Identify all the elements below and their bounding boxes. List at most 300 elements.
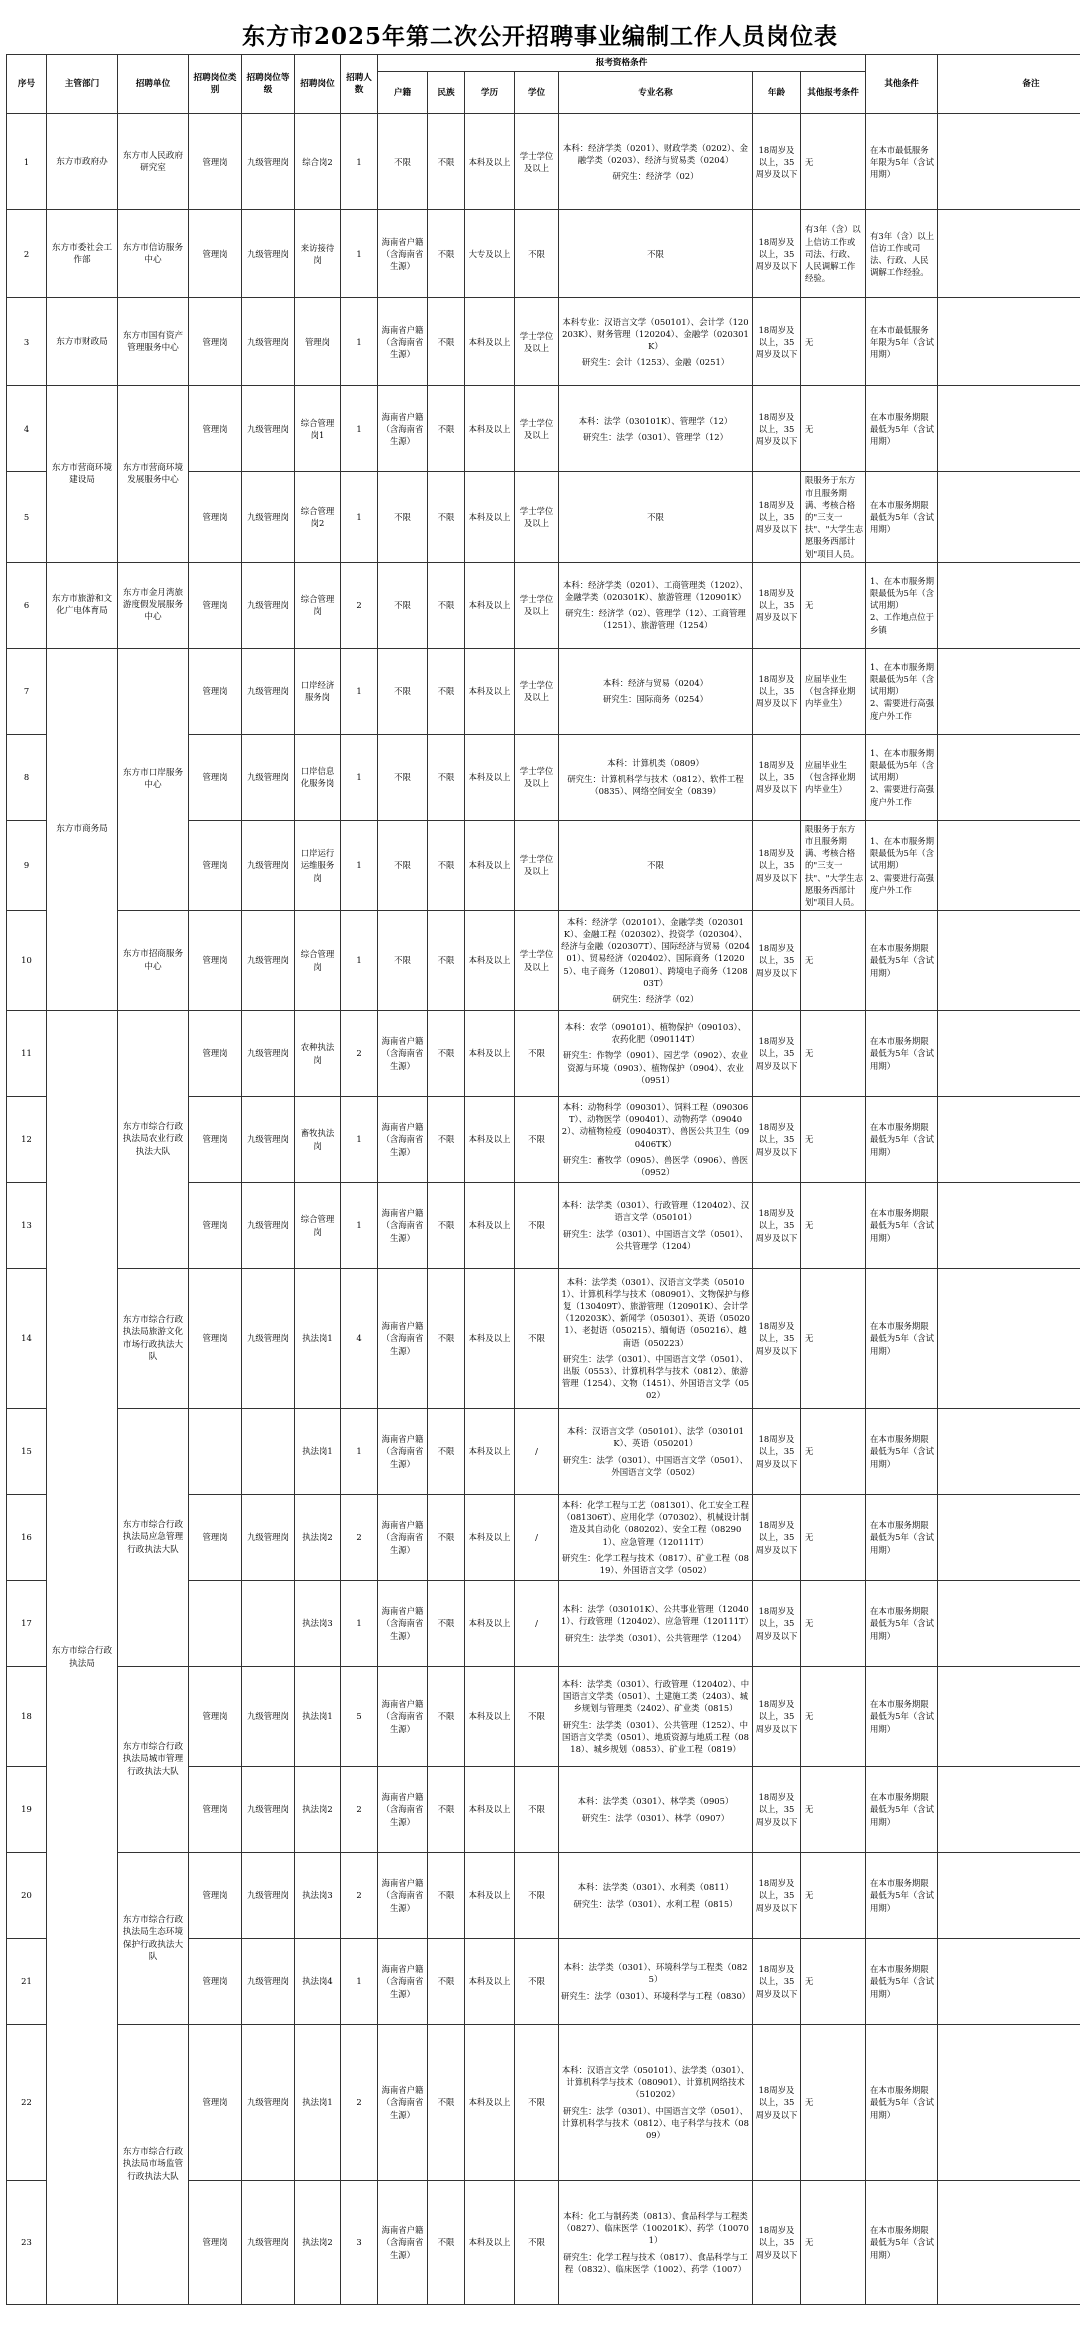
cell-dept: 东方市综合行政执法局 [47,1011,118,2305]
cell-category: 管理岗 [189,472,242,562]
other-cond-line: 1、在本市服务期限最低为5年（含试用期） [870,575,934,611]
cell-category: 管理岗 [189,1667,242,1767]
cell-seq: 7 [7,648,47,734]
cell-unit: 东方市信访服务中心 [118,210,189,298]
major-line: 研究生：化学工程与技术（0817）、矿业工程（0819）、外国语言文学（0502） [562,1552,749,1575]
cell-hukou: 不限 [378,911,428,1011]
cell-position: 执法岗1 [295,1409,341,1495]
cell-remarks [938,1011,1080,1097]
cell-degree: 不限 [515,1767,559,1853]
cell-position: 执法岗3 [295,1581,341,1667]
major-line: 不限 [647,248,664,259]
cell-age: 18周岁及以上，35周岁及以下 [753,1667,801,1767]
cell-position: 口岸经济服务岗 [295,648,341,734]
cell-other-cond [866,1939,938,2025]
cell-other-req: 无 [801,1011,866,1097]
major-line: 本科：法学类（0301）、行政管理（120402）、中国语言文学类（0501）、土建施工类（2403）、城乡规划与管理类（2402）、矿业类（0815） [561,1679,750,1714]
major-line: 研究生：经济学（02）、管理学（12）、工商管理（1251）、旅游管理（1254） [565,608,746,631]
cell-degree: 不限 [515,2025,559,2181]
table-row [7,562,1080,648]
cell-count: 1 [341,386,378,472]
cell-seq: 21 [7,1939,47,2025]
major-line: 研究生：法学（0301）、管理学（12） [582,431,729,442]
cell-remarks [938,820,1080,910]
cell-major [559,911,753,1011]
cell-other-req: 应届毕业生（包含择业期内毕业生） [801,648,866,734]
other-cond-line: 在本市服务期限最低为5年（含试用期） [870,1520,934,1555]
cell-other-req: 无 [801,2181,866,2305]
cell-remarks [938,1097,1080,1183]
major-line: 研究生：化学工程与技术（0817）、食品科学与工程（0832）、临床医学（1002）、药学（1007） [563,2251,748,2274]
cell-dept: 东方市营商环境建设局 [47,386,118,562]
cell-seq: 10 [7,911,47,1011]
cell-other-req: 无 [801,911,866,1011]
cell-ethnicity: 不限 [428,2025,465,2181]
cell-category [189,1409,242,1495]
cell-education: 本科及以上 [465,1097,515,1183]
cell-count: 1 [341,1409,378,1495]
cell-age: 18周岁及以上，35周岁及以下 [753,1409,801,1495]
cell-education: 本科及以上 [465,472,515,562]
cell-major [559,1409,753,1495]
other-cond-line: 2、工作地点位于乡镇 [870,612,934,635]
cell-other-req: 无 [801,2025,866,2181]
cell-education: 本科及以上 [465,2025,515,2181]
cell-remarks [938,2025,1080,2181]
cell-grade: 九级管理岗 [242,1011,295,1097]
cell-grade: 九级管理岗 [242,1269,295,1409]
cell-education: 本科及以上 [465,562,515,648]
cell-major [559,1097,753,1183]
cell-seq: 9 [7,820,47,910]
header-remarks: 备注 [938,55,1080,114]
cell-education: 本科及以上 [465,1409,515,1495]
cell-age: 18周岁及以上，35周岁及以下 [753,1097,801,1183]
cell-major [559,114,753,210]
cell-ethnicity: 不限 [428,820,465,910]
cell-seq: 6 [7,562,47,648]
cell-major [559,562,753,648]
cell-age: 18周岁及以上，35周岁及以下 [753,820,801,910]
major-line: 本科：法学类（0301）、水利类（0811） [577,1882,734,1893]
cell-position: 综合管理岗 [295,562,341,648]
cell-education: 本科及以上 [465,298,515,386]
cell-position: 来访接待岗 [295,210,341,298]
cell-hukou: 海南省户籍（含海南省生源） [378,1183,428,1269]
other-cond-line: 在本市最低服务年限为5年（含试用期） [870,144,934,180]
cell-grade: 九级管理岗 [242,911,295,1011]
cell-other-cond [866,1853,938,1939]
cell-position: 畜牧执法岗 [295,1097,341,1183]
cell-age: 18周岁及以上，35周岁及以下 [753,648,801,734]
table-row [7,1011,1080,1097]
cell-ethnicity: 不限 [428,1097,465,1183]
cell-category: 管理岗 [189,2025,242,2181]
major-line: 研究生：法学（0301）、中国语言文学（0501）、计算机科学与技术（0812）、电子科学与技术（0809） [562,2105,749,2140]
other-cond-line: 在本市服务期限最低为5年（含试用期） [870,1434,934,1469]
cell-education: 本科及以上 [465,1939,515,2025]
cell-count: 2 [341,1853,378,1939]
table-row [7,1853,1080,1939]
cell-seq: 5 [7,472,47,562]
cell-seq: 13 [7,1183,47,1269]
other-cond-line: 在本市服务期限最低为5年（含试用期） [870,1792,934,1827]
other-cond-line: 在本市服务期限最低为5年（含试用期） [870,1606,934,1641]
cell-ethnicity: 不限 [428,1767,465,1853]
cell-dept: 东方市财政局 [47,298,118,386]
header-category: 招聘岗位类别 [189,55,242,114]
major-line: 本科：汉语言文学（050101）、法学类（0301）、计算机科学与技术（080901）、计算机网络技术（510202） [561,2065,750,2100]
cell-count: 1 [341,1183,378,1269]
cell-seq: 20 [7,1853,47,1939]
cell-category: 管理岗 [189,1183,242,1269]
cell-age: 18周岁及以上，35周岁及以下 [753,114,801,210]
cell-education: 本科及以上 [465,1581,515,1667]
cell-education: 本科及以上 [465,648,515,734]
cell-hukou: 不限 [378,114,428,210]
cell-category: 管理岗 [189,298,242,386]
header-grade: 招聘岗位等级 [242,55,295,114]
cell-other-cond [866,1581,938,1667]
cell-position: 执法岗1 [295,1269,341,1409]
other-cond-line: 在本市服务期限最低为5年（含试用期） [870,2085,934,2120]
cell-remarks [938,1767,1080,1853]
cell-seq: 14 [7,1269,47,1409]
cell-age: 18周岁及以上，35周岁及以下 [753,734,801,820]
cell-degree: / [515,1581,559,1667]
cell-count: 1 [341,210,378,298]
cell-category: 管理岗 [189,210,242,298]
cell-seq: 1 [7,114,47,210]
cell-degree: 不限 [515,1853,559,1939]
cell-degree: 不限 [515,1939,559,2025]
other-cond-line: 2、需要进行高强度户外工作 [870,784,934,807]
cell-other-req: 无 [801,1667,866,1767]
cell-count: 1 [341,114,378,210]
major-line: 研究生：法学（0301）、中国语言文学（0501）、公共管理学（1204） [563,1228,748,1251]
major-line: 本科：法学类（0301）、行政管理（120402）、汉语言文学（050101） [561,1200,750,1223]
major-line: 本科：农学（090101）、植物保护（090103）、农药化肥（090114T） [564,1022,747,1045]
cell-count: 1 [341,1581,378,1667]
cell-unit: 东方市综合行政执法局旅游文化市场行政执法大队 [118,1269,189,1409]
other-cond-line: 在本市服务期限最低为5年（含试用期） [870,1699,934,1734]
cell-category: 管理岗 [189,820,242,910]
cell-education: 本科及以上 [465,1767,515,1853]
cell-age: 18周岁及以上，35周岁及以下 [753,1581,801,1667]
cell-remarks [938,1495,1080,1581]
cell-category: 管理岗 [189,1011,242,1097]
cell-grade: 九级管理岗 [242,1767,295,1853]
cell-other-req: 无 [801,1269,866,1409]
table-row [7,2025,1080,2181]
cell-grade: 九级管理岗 [242,1853,295,1939]
header-dept: 主管部门 [47,55,118,114]
cell-age: 18周岁及以上，35周岁及以下 [753,210,801,298]
cell-grade: 九级管理岗 [242,114,295,210]
cell-seq: 19 [7,1767,47,1853]
cell-position: 执法岗1 [295,1667,341,1767]
cell-position: 执法岗2 [295,1767,341,1853]
cell-remarks [938,648,1080,734]
cell-major [559,472,753,562]
cell-other-cond [866,648,938,734]
cell-unit: 东方市招商服务中心 [118,911,189,1011]
cell-grade: 九级管理岗 [242,2181,295,2305]
cell-other-req: 无 [801,1183,866,1269]
cell-other-cond [866,1667,938,1767]
major-line: 研究生：法学（0301）、林学（0907） [581,1812,730,1823]
cell-remarks [938,1581,1080,1667]
cell-seq: 4 [7,386,47,472]
cell-grade: 九级管理岗 [242,1667,295,1767]
cell-count: 4 [341,1269,378,1409]
cell-grade: 九级管理岗 [242,210,295,298]
major-line: 研究生：会计（1253）、金融（0251） [581,357,730,368]
cell-category: 管理岗 [189,648,242,734]
cell-remarks [938,2181,1080,2305]
cell-hukou: 海南省户籍（含海南省生源） [378,1269,428,1409]
cell-ethnicity: 不限 [428,648,465,734]
cell-unit: 东方市综合行政执法局生态环境保护行政执法大队 [118,1853,189,2025]
cell-age: 18周岁及以上，35周岁及以下 [753,1269,801,1409]
header-position: 招聘岗位 [295,55,341,114]
cell-education: 本科及以上 [465,1269,515,1409]
cell-education: 本科及以上 [465,820,515,910]
other-cond-line: 在本市服务期限最低为5年（含试用期） [870,499,934,535]
cell-major [559,1495,753,1581]
cell-education: 本科及以上 [465,1495,515,1581]
cell-count: 2 [341,1767,378,1853]
table-row [7,1409,1080,1495]
cell-grade: 九级管理岗 [242,298,295,386]
major-line: 本科：经济学类（0201）、财政学类（0202）、金融学类（0203）、经济与贸易类（0204） [563,142,748,165]
header-seq: 序号 [7,55,47,114]
cell-age: 18周岁及以上，35周岁及以下 [753,911,801,1011]
cell-dept: 东方市旅游和文化广电体育局 [47,562,118,648]
cell-grade: 九级管理岗 [242,1097,295,1183]
major-line: 研究生：法学（0301）、水利工程（0815） [573,1898,738,1909]
cell-ethnicity: 不限 [428,562,465,648]
cell-grade: 九级管理岗 [242,1495,295,1581]
cell-count: 1 [341,298,378,386]
cell-other-cond [866,911,938,1011]
cell-other-req: 限服务于东方市且服务期满、考核合格的"三支一扶"、"大学生志愿服务西部计划"项目人员。 [801,472,866,562]
cell-seq: 11 [7,1011,47,1097]
cell-age: 18周岁及以上，35周岁及以下 [753,2181,801,2305]
cell-remarks [938,210,1080,298]
cell-other-cond [866,1183,938,1269]
cell-age: 18周岁及以上，35周岁及以下 [753,1767,801,1853]
cell-position: 农种执法岗 [295,1011,341,1097]
cell-degree: / [515,1495,559,1581]
cell-count: 1 [341,472,378,562]
cell-other-req: 无 [801,114,866,210]
cell-unit: 东方市综合行政执法局农业行政执法大队 [118,1011,189,1269]
cell-hukou: 不限 [378,648,428,734]
cell-degree: 学士学位及以上 [515,648,559,734]
header-ethnicity: 民族 [428,72,465,114]
cell-other-cond [866,472,938,562]
cell-other-cond [866,562,938,648]
cell-ethnicity: 不限 [428,911,465,1011]
cell-grade [242,1409,295,1495]
cell-remarks [938,386,1080,472]
cell-other-cond [866,2181,938,2305]
cell-grade: 九级管理岗 [242,562,295,648]
cell-category: 管理岗 [189,1269,242,1409]
other-cond-line: 在本市服务期限最低为5年（含试用期） [870,1208,934,1243]
table-row [7,1269,1080,1409]
other-cond-line: 2、需要进行高强度户外工作 [870,872,934,895]
cell-remarks [938,1853,1080,1939]
cell-seq: 18 [7,1667,47,1767]
cell-ethnicity: 不限 [428,1939,465,2025]
cell-hukou: 不限 [378,820,428,910]
cell-remarks [938,1409,1080,1495]
cell-hukou: 海南省户籍（含海南省生源） [378,386,428,472]
cell-education: 大专及以上 [465,210,515,298]
cell-unit: 东方市综合行政执法局城市管理行政执法大队 [118,1667,189,1853]
cell-other-cond [866,734,938,820]
cell-other-cond [866,1011,938,1097]
cell-other-req: 无 [801,562,866,648]
cell-grade: 九级管理岗 [242,1183,295,1269]
major-line: 本科：经济学类（0201）、工商管理类（1202）、金融学类（020301K）、旅游管理（120901K） [563,579,748,603]
cell-education: 本科及以上 [465,911,515,1011]
major-line: 研究生：畜牧学（0905）、兽医学（0906）、兽医（0952） [563,1154,748,1177]
cell-degree: 学士学位及以上 [515,562,559,648]
cell-other-cond [866,1495,938,1581]
cell-ethnicity: 不限 [428,386,465,472]
cell-count: 1 [341,734,378,820]
cell-remarks [938,911,1080,1011]
cell-position: 执法岗4 [295,1939,341,2025]
cell-degree: 不限 [515,1269,559,1409]
cell-unit: 东方市营商环境发展服务中心 [118,386,189,562]
cell-position: 执法岗2 [295,2181,341,2305]
cell-ethnicity: 不限 [428,2181,465,2305]
cell-remarks [938,1269,1080,1409]
cell-remarks [938,1667,1080,1767]
major-line: 研究生：法学（0301）、环境科学与工程（0830） [561,1990,751,2001]
major-line: 研究生：国际商务（0254） [602,694,709,705]
cell-category: 管理岗 [189,1495,242,1581]
cell-ethnicity: 不限 [428,472,465,562]
cell-age: 18周岁及以上，35周岁及以下 [753,472,801,562]
cell-category: 管理岗 [189,734,242,820]
cell-hukou: 海南省户籍（含海南省生源） [378,2025,428,2181]
major-line: 不限 [647,860,664,871]
major-line: 研究生：作物学（0901）、园艺学（0902）、农业资源与环境（0903）、植物保护（0904）、农业（0951） [563,1050,748,1085]
major-line: 研究生：计算机科学与技术（0812）、软件工程（0835）、网络空间安全（0839） [567,774,744,797]
cell-major [559,210,753,298]
cell-other-cond [866,1767,938,1853]
cell-ethnicity: 不限 [428,1853,465,1939]
other-cond-line: 1、在本市服务期限最低为5年（含试用期） [870,661,934,697]
cell-other-cond [866,820,938,910]
major-line: 本科：经济与贸易（0204） [602,678,709,689]
header-education: 学历 [465,72,515,114]
cell-major [559,386,753,472]
cell-degree: 不限 [515,210,559,298]
cell-other-req: 无 [801,1581,866,1667]
cell-major [559,298,753,386]
header-count: 招聘人数 [341,55,378,114]
cell-count: 5 [341,1667,378,1767]
cell-grade: 九级管理岗 [242,820,295,910]
cell-ethnicity: 不限 [428,1667,465,1767]
cell-ethnicity: 不限 [428,1183,465,1269]
cell-education: 本科及以上 [465,2181,515,2305]
cell-hukou: 海南省户籍（含海南省生源） [378,1853,428,1939]
cell-count: 1 [341,820,378,910]
cell-remarks [938,1939,1080,2025]
cell-count: 1 [341,1939,378,2025]
cell-hukou: 不限 [378,472,428,562]
cell-ethnicity: 不限 [428,1581,465,1667]
cell-seq: 3 [7,298,47,386]
cell-grade: 九级管理岗 [242,648,295,734]
cell-unit: 东方市国有资产管理服务中心 [118,298,189,386]
cell-count: 1 [341,911,378,1011]
cell-count: 1 [341,1097,378,1183]
cell-position: 执法岗2 [295,1495,341,1581]
cell-other-cond [866,1409,938,1495]
cell-hukou: 海南省户籍（含海南省生源） [378,1011,428,1097]
cell-ethnicity: 不限 [428,734,465,820]
major-line: 本科：法学类（0301）、汉语言文学类（050101）、计算机科学与技术（080901）、文物保护与修复（130409T）、旅游管理（120901K）、会计学（120203K）、新闻学（050301）、英语（050201）、老挝语（050215）、缅甸语（050216）、越南语（050223） [561,1276,750,1348]
cell-seq: 16 [7,1495,47,1581]
page-title: 东方市2025年第二次公开招聘事业编制工作人员岗位表 [241,23,838,50]
cell-ethnicity: 不限 [428,210,465,298]
cell-unit: 东方市综合行政执法局市场监管行政执法大队 [118,2025,189,2305]
cell-other-req: 无 [801,1097,866,1183]
cell-other-req: 无 [801,1409,866,1495]
table-row [7,386,1080,472]
cell-ethnicity: 不限 [428,1269,465,1409]
cell-category: 管理岗 [189,911,242,1011]
cell-grade: 九级管理岗 [242,472,295,562]
cell-degree: 学士学位及以上 [515,820,559,910]
cell-other-req: 无 [801,1853,866,1939]
cell-major [559,2025,753,2181]
other-cond-line: 在本市服务期限最低为5年（含试用期） [870,411,934,447]
cell-count: 2 [341,562,378,648]
cell-hukou: 海南省户籍（含海南省生源） [378,1581,428,1667]
table-row [7,1667,1080,1767]
cell-seq: 15 [7,1409,47,1495]
cell-position: 综合管理岗 [295,1183,341,1269]
other-cond-line: 有3年（含）以上信访工作或司法、行政、人民调解工作经验。 [870,230,934,278]
cell-count: 2 [341,1495,378,1581]
cell-major [559,1667,753,1767]
cell-education: 本科及以上 [465,734,515,820]
major-line: 本科：汉语言文学（050101）、法学（030101K）、英语（050201） [567,1426,744,1449]
major-line: 本科：法学类（0301）、环境科学与工程类（0825） [563,1962,748,1985]
cell-degree: / [515,1409,559,1495]
cell-position: 综合管理岗 [295,911,341,1011]
cell-age: 18周岁及以上，35周岁及以下 [753,562,801,648]
cell-education: 本科及以上 [465,1011,515,1097]
cell-other-req: 无 [801,298,866,386]
major-line: 本科专业：汉语言文学（050101）、会计学（120203K）、财务管理（120204）、金融学（020301K） [562,316,749,351]
other-cond-line: 在本市最低服务年限为5年（含试用期） [870,324,934,360]
cell-age: 18周岁及以上，35周岁及以下 [753,1011,801,1097]
major-line: 研究生：经济学（02） [612,171,699,182]
cell-ethnicity: 不限 [428,1011,465,1097]
other-cond-line: 在本市服务期限最低为5年（含试用期） [870,1321,934,1356]
major-line: 研究生：法学类（0301）、公共管理学（1204） [565,1632,746,1643]
